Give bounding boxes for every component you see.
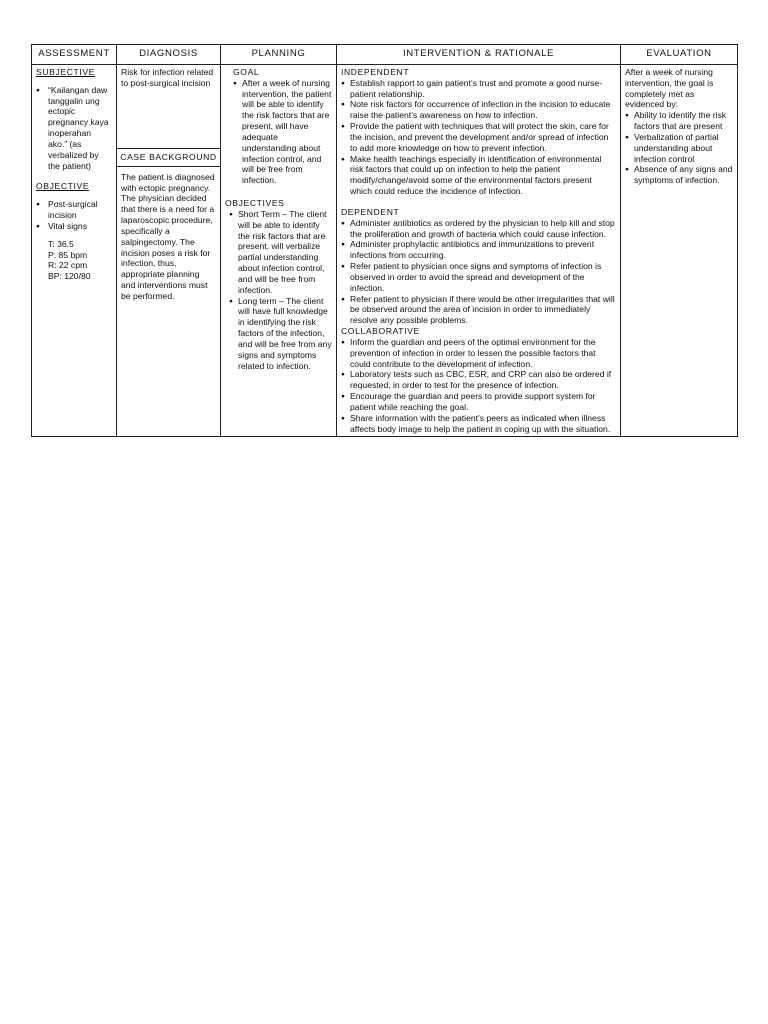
intervention-item: ● Inform the guardian and peers of the optimal environment for the prevention of infection in order to lessen the possible factors that could contribute to the development of infection. (341, 337, 616, 369)
short-term-objective: ● Short Term – The client will be able to identify the risk factors that are present, will verbalize partial understanding about infection control, and will be free from infection. (229, 209, 332, 296)
vital-temperature: T: 36.5 (48, 238, 74, 249)
intervention-item: ● Note risk factors for occurrence of infection in the incision to educate raise the patient’s awareness on how to infection. (341, 99, 616, 121)
case-background-text: The patient is diagnosed with ectopic pregnancy. The physician decided that there is a need for a laparoscopic procedure, specifically a salpingectomy. The incision poses a risk for infection, thus, appropriate planning and interventions must be performed. (121, 171, 215, 301)
header-evaluation: EVALUATION (621, 45, 738, 65)
vital-respiration: R: 22 cpm (48, 260, 88, 271)
planning-cell (221, 65, 337, 437)
intervention-item: ● Encourage the guardian and peers to provide support system for patient while reaching the goal. (341, 391, 616, 413)
intervention-item: ● Refer patient to physician if there would be other irregularities that will be observed around the area of incision in order to immediately resolve any possible problems. (341, 294, 616, 326)
intervention-item: ● Establish rapport to gain patient’s trust and promote a good nurse-patient relationship. (341, 78, 616, 100)
dependent-label: DEPENDENT (341, 206, 400, 217)
case-background-label: CASE BACKGROUND (117, 149, 220, 167)
nursing-diagnosis: Risk for infection related to post-surgical incision (117, 65, 220, 149)
independent-label: INDEPENDENT (341, 67, 410, 77)
evaluation-list (625, 110, 733, 186)
independent-list (341, 78, 616, 197)
objective-list (36, 199, 112, 231)
objectives-label: OBJECTIVES (225, 198, 285, 209)
care-plan-row (32, 65, 738, 437)
goal-label: GOAL (233, 67, 260, 77)
intervention-item: ● Administer antibiotics as ordered by the physician to help kill and stop the proliferation and growth of bacteria which could cause infection. (341, 218, 616, 240)
objective-item: ● Post-surgical incision (36, 199, 112, 221)
long-term-objective: ● Long term – The client will have full knowledge in identifying the risk factors of the infection, and will be free from any signs and symptoms related to infection. (229, 296, 332, 372)
evaluation-cell (621, 65, 738, 437)
intervention-item: ● Make health teachings especially in identification of environmental risk factors that could up on infection to help the patient modify/change/avoid some of the environmental factors present which could reduce the incidence of infection. (341, 154, 616, 197)
intervention-item: ● Provide the patient with techniques that will protect the skin, care for the incision, and prevent the development and/or spread of infection to add more knowledge on how to prevent infection. (341, 121, 616, 153)
objective-label: OBJECTIVE (36, 181, 90, 192)
assessment-cell (32, 65, 117, 437)
intervention-item: ● Administer prophylactic antibiotics and immunizations to prevent infections from occurring. (341, 239, 616, 261)
subjective-list (36, 85, 112, 172)
nursing-care-plan-table (31, 44, 738, 437)
collaborative-list (341, 337, 616, 434)
evaluation-intro: After a week of nursing intervention, the goal is completely met as evidenced by: (625, 67, 714, 110)
intervention-item: ● Refer patient to physician once signs and symptoms of infection is observed in order to avoid the spread and development of the infection. (341, 261, 616, 293)
dependent-list (341, 218, 616, 326)
subjective-label: SUBJECTIVE (36, 67, 96, 77)
vital-signs (36, 239, 112, 282)
goal-list (225, 78, 332, 186)
diagnosis-cell (117, 65, 221, 437)
evaluation-item: ● Verbalization of partial understanding about infection control (625, 132, 733, 164)
subjective-quote: ● “Kailangan daw tanggalin ung ectopic pregnancy kaya inoperahan ako.” (as verbalized by the patient) (36, 85, 112, 172)
header-intervention-rationale: INTERVENTION & RATIONALE (337, 45, 621, 65)
goal-item: ● After a week of nursing intervention, the patient will be able to identify the risk factors that are present, will have adequate understanding about infection control, and will be free from infection. (233, 78, 332, 186)
header-planning: PLANNING (221, 45, 337, 65)
objective-item: ● Vital signs (36, 221, 112, 232)
header-assessment: ASSESSMENT (32, 45, 117, 65)
header-diagnosis: DIAGNOSIS (117, 45, 221, 65)
vital-blood-pressure: BP: 120/80 (48, 271, 91, 282)
collaborative-label: COLLABORATIVE (341, 326, 420, 337)
intervention-cell (337, 65, 621, 437)
evaluation-item: ● Absence of any signs and symptoms of infection. (625, 164, 733, 186)
vital-pulse: P: 85 bpm (48, 249, 88, 260)
header-row (32, 45, 738, 65)
evaluation-item: ● Ability to identify the risk factors that are present (625, 110, 733, 132)
intervention-item: ● Share information with the patient’s peers as indicated when illness affects body image to help the patient in coping up with the situation. (341, 413, 616, 435)
intervention-item: ● Laboratory tests such as CBC, ESR, and CRP can also be ordered if requested, in order to test for the presence of infection. (341, 369, 616, 391)
objectives-list (225, 209, 332, 371)
